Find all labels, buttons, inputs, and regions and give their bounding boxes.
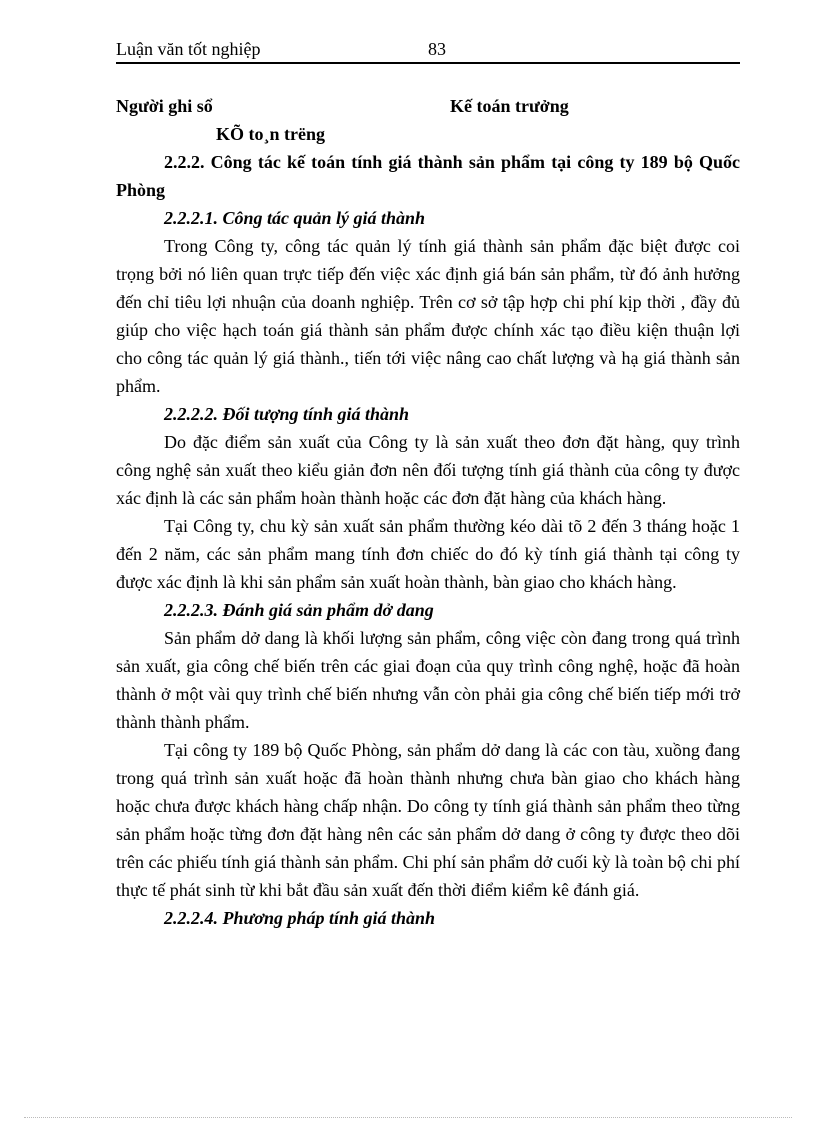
subsection-2-title: 2.2.2.2. Đối tượng tính giá thành — [164, 404, 410, 424]
subsection-2-paragraph-1: Do đặc điểm sản xuất của Công ty là sản xuất theo đơn đặt hàng, quy trình công nghệ sản xuất theo kiểu giản đơn nên đối tượng tính giá thành của công ty được xác định là các sản phẩm hoàn thành hoặc các đơn đặt hàng của khách hàng. — [116, 432, 740, 508]
page-content — [116, 92, 740, 932]
subsection-1-title: 2.2.2.1. Công tác quản lý giá thành — [164, 208, 426, 228]
page-bottom-divider — [24, 1117, 792, 1118]
signature-sub-label: KÕ to¸n trëng — [216, 124, 325, 144]
subsection-3-paragraph-2: Tại công ty 189 bộ Quốc Phòng, sản phẩm dở dang là các con tàu, xuồng đang trong quá trình sản xuất hoặc đã hoàn thành nhưng chưa bàn giao cho khách hàng hoặc chưa được khách hàng chấp nhận. Do công ty tính giá thành sản phẩm theo từng sản phẩm hoặc từng đơn đặt hàng nên các sản phẩm dở dang ở công ty được theo dõi trên các phiếu tính giá thành sản phẩm. Chi phí sản phẩm dở cuối kỳ là toàn bộ chi phí thực tế phát sinh từ khi bắt đầu sản xuất đến thời điểm kiểm kê đánh giá. — [116, 740, 740, 900]
signature-recorder: Người ghi sổ — [116, 96, 213, 116]
subsection-2-paragraph-2: Tại Công ty, chu kỳ sản xuất sản phẩm thường kéo dài tõ 2 đến 3 tháng hoặc 1 đến 2 năm, các sản phẩm mang tính đơn chiếc do đó kỳ tính giá thành tại công ty được xác định là khi sản phẩm sản xuất hoàn thành, bàn giao cho khách hàng. — [116, 516, 740, 592]
page-header — [116, 38, 740, 64]
signature-chief-accountant: Kế toán trưởng — [450, 96, 569, 116]
signature-row — [116, 92, 740, 120]
page-number: 83 — [428, 39, 446, 59]
subsection-3-paragraph-1: Sản phẩm dở dang là khối lượng sản phẩm, công việc còn đang trong quá trình sản xuất, gia công chế biến trên các giai đoạn của quy trình công nghệ, hoặc đã hoàn thành ở một vài quy trình chế biến nhưng vẫn còn phải gia công chế biến tiếp mới trở thành thành phẩm. — [116, 628, 740, 732]
subsection-4-title: 2.2.2.4. Phương pháp tính giá thành — [164, 908, 436, 928]
document-title: Luận văn tốt nghiệp — [116, 39, 261, 59]
subsection-3-title: 2.2.2.3. Đánh giá sản phẩm dở dang — [164, 600, 434, 620]
subsection-1-paragraph-1: Trong Công ty, công tác quản lý tính giá thành sản phẩm đặc biệt được coi trọng bởi nó liên quan trực tiếp đến việc xác định giá bán sản phẩm, từ đó ảnh hưởng đến chỉ tiêu lợi nhuận của doanh nghiệp. Trên cơ sở tập hợp chi phí kịp thời , đầy đủ giúp cho việc hạch toán giá thành sản phẩm được chính xác tạo điều kiện thuận lợi cho công tác quản lý giá thành., tiến tới việc nâng cao chất lượng và hạ giá thành sản phẩm. — [116, 236, 740, 396]
section-heading: 2.2.2. Công tác kế toán tính giá thành sản phẩm tại công ty 189 bộ Quốc Phòng — [116, 152, 740, 200]
